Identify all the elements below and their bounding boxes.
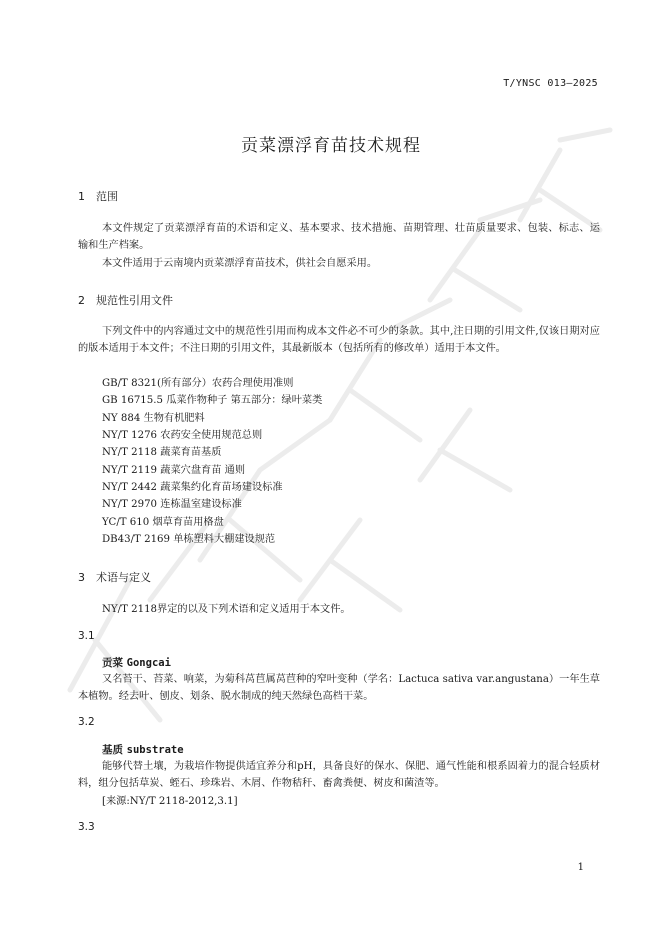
reference-item: GB/T 8321(所有部分）农药合理使用准则 <box>102 378 294 389</box>
section-title: 规范性引用文件 <box>96 294 173 307</box>
term-heading <box>102 742 184 757</box>
clause-number: 3.3 <box>78 821 95 833</box>
reference-item: NY 884 生物有机肥料 <box>102 413 205 424</box>
reference-item: GB 16715.5 瓜菜作物种子 第五部分：绿叶菜类 <box>102 395 323 406</box>
section-number: 2 <box>78 294 85 307</box>
term-source: [来源:NY/T 2118-2012,3.1] <box>102 796 238 807</box>
paragraph: 本文件适用于云南境内贡菜漂浮育苗技术，供社会自愿采用。 <box>102 258 378 269</box>
clause-number: 3.2 <box>78 716 95 728</box>
term-definition: 能够代替土壤，为栽培作物提供适宜养分和pH，具备良好的保水、保肥、通气性能和根系固着力的混合轻质材料，组分包括草炭、蛭石、珍珠岩、木屑、作物秸秆、畜禽粪便、树皮和菌渣等。 <box>78 761 600 789</box>
reference-item: NY/T 2970 连栋温室建设标准 <box>102 499 242 510</box>
section-number: 1 <box>78 190 85 203</box>
term-chinese: 贡菜 <box>102 657 123 669</box>
document-title: 贡菜漂浮育苗技术规程 <box>241 136 421 156</box>
reference-item: NY/T 2442 蔬菜集约化育苗场建设标准 <box>102 482 283 493</box>
document-id: T/YNSC 013—2025 <box>503 78 598 89</box>
reference-item: DB43/T 2169 单栋塑料大棚建设规范 <box>102 534 276 545</box>
section-title: 范围 <box>96 190 118 203</box>
section-2-heading <box>78 292 173 308</box>
term-heading <box>102 655 171 670</box>
reference-item: NY/T 2119 蔬菜穴盘育苗 通则 <box>102 465 246 476</box>
term-chinese: 基质 <box>102 744 123 756</box>
page-number: 1 <box>577 862 584 873</box>
reference-item: NY/T 1276 农药安全使用规范总则 <box>102 430 263 441</box>
reference-item: NY/T 2118 蔬菜育苗基质 <box>102 447 222 458</box>
paragraph: NY/T 2118界定的以及下列术语和定义适用于本文件。 <box>102 604 351 615</box>
section-3-heading <box>78 569 151 585</box>
section-title: 术语与定义 <box>96 571 151 584</box>
paragraph: 下列文件中的内容通过文中的规范性引用而构成本文件必不可少的条款。其中,注日期的引用文件,仅该日期对应的版本适用于本文件；不注日期的引用文件，其最新版本（包括所有的修改单）适用于本文件。 <box>78 326 600 354</box>
clause-number: 3.1 <box>78 630 95 642</box>
term-english: Gongcai <box>126 657 171 669</box>
term-definition: 又名苔干、苔菜、响菜，为菊科莴苣属莴苣种的窄叶变种（学名：Lactuca sativa var.angustana）一年生草本植物。经去叶、刨皮、划条、脱水制成的纯天然绿色高档干菜。 <box>78 674 600 702</box>
section-number: 3 <box>78 571 85 584</box>
term-english: substrate <box>126 744 184 756</box>
section-1-heading <box>78 188 118 204</box>
reference-item: YC/T 610 烟草育苗用格盘 <box>102 517 224 528</box>
paragraph: 本文件规定了贡菜漂浮育苗的术语和定义、基本要求、技术措施、苗期管理、壮苗质量要求、包装、标志、运输和生产档案。 <box>78 223 600 251</box>
